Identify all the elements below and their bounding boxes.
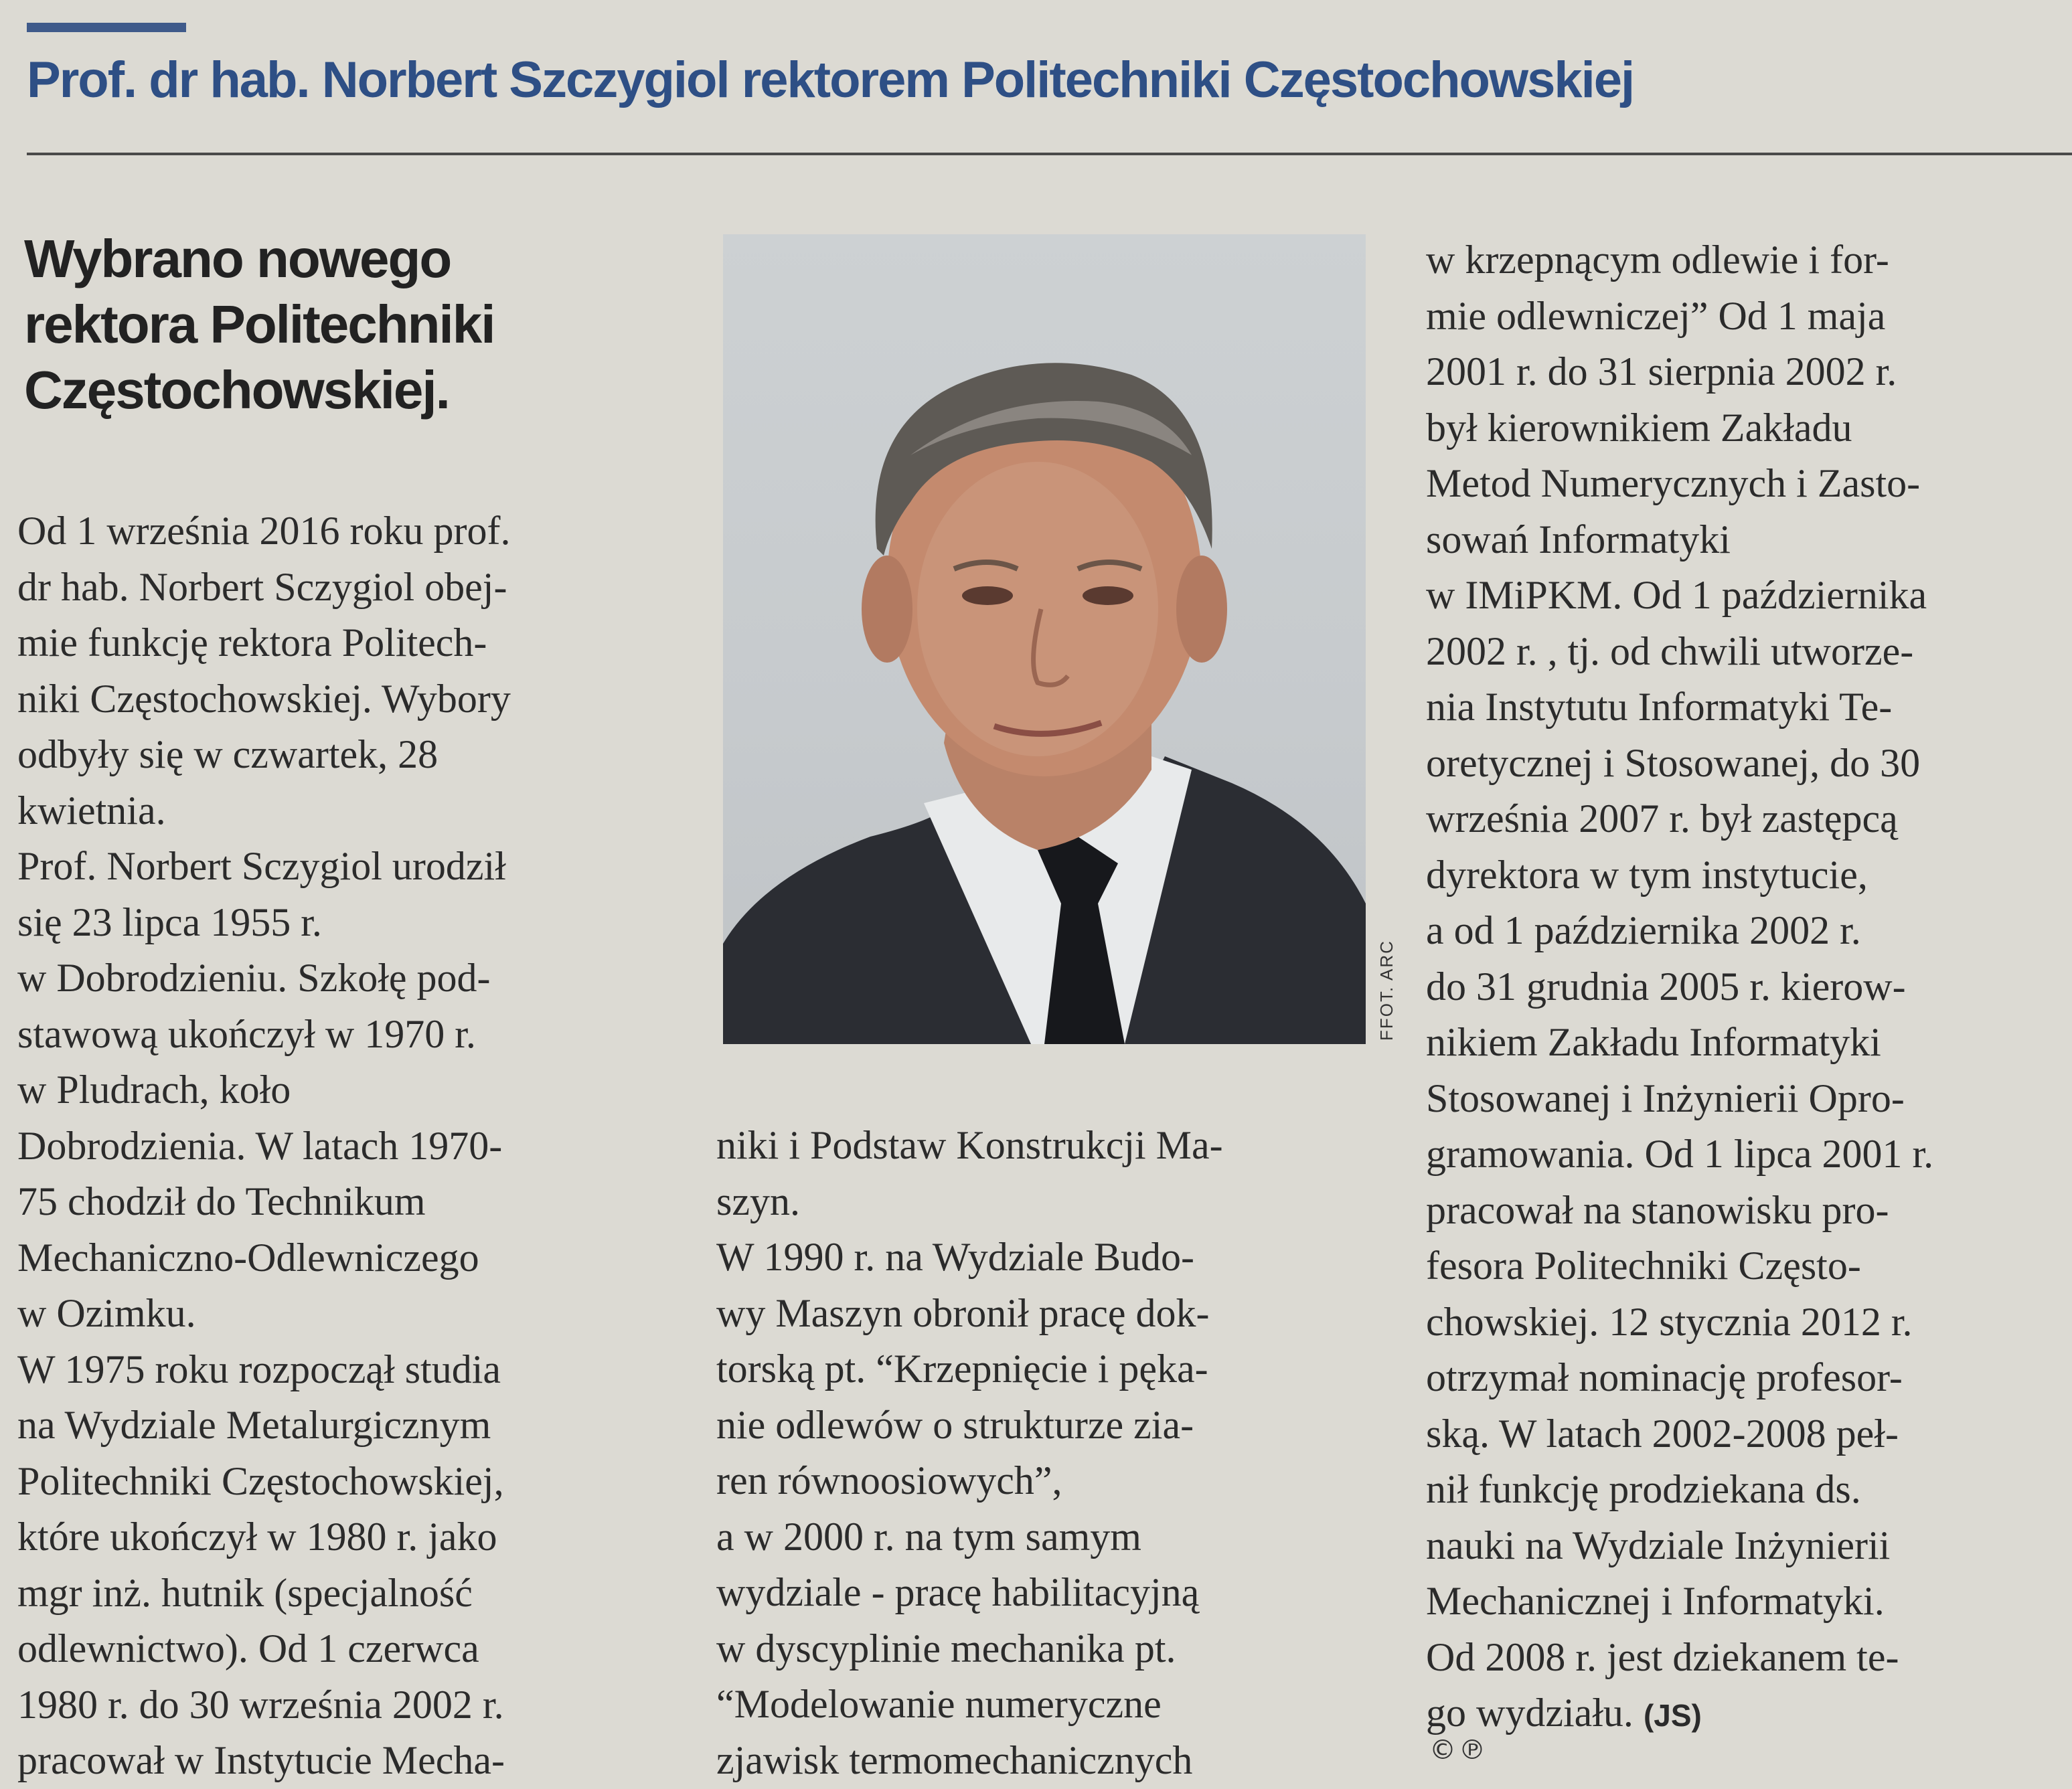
kicker-title: Prof. dr hab. Norbert Szczygiol rektorem Politechniki Częstochowskiej bbox=[27, 52, 1634, 108]
text-line: września 2007 r. był zastępcą bbox=[1426, 796, 1898, 841]
text-line: ską. W latach 2002-2008 peł- bbox=[1426, 1411, 1899, 1456]
text-line: do 31 grudnia 2005 r. kierow- bbox=[1426, 964, 1906, 1009]
text-line: mie funkcję rektora Politech- bbox=[17, 620, 487, 665]
article-column-3 bbox=[1426, 232, 2069, 1741]
text-line: 1980 r. do 30 września 2002 r. bbox=[17, 1682, 504, 1727]
text-line: zjawisk termomechanicznych bbox=[716, 1737, 1193, 1782]
text-line: 2002 r. , tj. od chwili utworze- bbox=[1426, 628, 1914, 673]
text-line: Politechniki Częstochowskiej, bbox=[17, 1458, 504, 1503]
text-line: Mechanicznej i Informatyki. bbox=[1426, 1579, 1885, 1623]
text-line: W 1990 r. na Wydziale Budo- bbox=[716, 1235, 1195, 1279]
text-line: otrzymał nominację profesor- bbox=[1426, 1355, 1903, 1399]
text-line: się 23 lipca 1955 r. bbox=[17, 900, 322, 944]
section-color-bar bbox=[27, 23, 186, 32]
photo-credit: FFOT. ARC bbox=[1376, 940, 1397, 1041]
text-line: nikiem Zakładu Informatyki bbox=[1426, 1020, 1881, 1064]
text-line: torską pt. “Krzepnięcie i pęka- bbox=[716, 1347, 1208, 1391]
text-line: pracował w Instytucie Mecha- bbox=[17, 1738, 505, 1782]
article-column-1 bbox=[17, 503, 694, 1789]
text-line: w dyscyplinie mechanika pt. bbox=[716, 1626, 1176, 1671]
text-line: kwietnia. bbox=[17, 788, 166, 833]
text-line: w IMiPKM. Od 1 października bbox=[1426, 573, 1927, 617]
text-line: chowskiej. 12 stycznia 2012 r. bbox=[1426, 1299, 1913, 1344]
text-line: w Ozimku. bbox=[17, 1291, 196, 1335]
text-line: 75 chodził do Technikum bbox=[17, 1179, 426, 1223]
text-line: odlewnictwo). Od 1 czerwca bbox=[17, 1626, 479, 1671]
text-line: nia Instytutu Informatyki Te- bbox=[1426, 685, 1893, 729]
text-line: a w 2000 r. na tym samym bbox=[716, 1514, 1141, 1559]
text-line: w Dobrodzieniu. Szkołę pod- bbox=[17, 956, 491, 1000]
article-headline bbox=[24, 226, 700, 423]
text-line: dr hab. Norbert Sczygiol obej- bbox=[17, 564, 507, 609]
text-line: które ukończył w 1980 r. jako bbox=[17, 1515, 497, 1559]
text-line: gramowania. Od 1 lipca 2001 r. bbox=[1426, 1132, 1934, 1176]
text-line: Stosowanej i Inżynierii Opro- bbox=[1426, 1076, 1905, 1120]
headline-line: Wybrano nowego bbox=[24, 229, 451, 288]
text-line: Metod Numerycznych i Zasto- bbox=[1426, 461, 1921, 505]
text-line: nie odlewów o strukturze zia- bbox=[716, 1402, 1194, 1447]
text-line: Prof. Norbert Sczygiol urodził bbox=[17, 844, 506, 888]
text-line: go wydziału. (JS) bbox=[1426, 1691, 1702, 1735]
text-line: a od 1 października 2002 r. bbox=[1426, 908, 1861, 952]
text-line: dyrektora w tym instytucie, bbox=[1426, 852, 1868, 897]
article-column-2 bbox=[716, 1118, 1379, 1788]
text-line: Mechaniczno-Odlewniczego bbox=[17, 1235, 479, 1280]
text-line: “Modelowanie numeryczne bbox=[716, 1682, 1162, 1726]
portrait-illustration bbox=[723, 234, 1366, 1044]
text-line: mie odlewniczej” Od 1 maja bbox=[1426, 293, 1886, 338]
text-line: na Wydziale Metalurgicznym bbox=[17, 1403, 491, 1447]
text-line: odbyły się w czwartek, 28 bbox=[17, 732, 439, 776]
text-line: szyn. bbox=[716, 1179, 800, 1223]
author-signature: (JS) bbox=[1643, 1698, 1702, 1733]
text-line: wy Maszyn obronił pracę dok- bbox=[716, 1290, 1210, 1335]
text-line: pracował na stanowisku pro- bbox=[1426, 1187, 1889, 1232]
text-line: Dobrodzienia. W latach 1970- bbox=[17, 1123, 503, 1168]
text-line: w krzepnącym odlewie i for- bbox=[1426, 238, 1889, 282]
text-line: 2001 r. do 31 sierpnia 2002 r. bbox=[1426, 349, 1897, 394]
text-line: był kierownikiem Zakładu bbox=[1426, 405, 1852, 450]
text-line: wydziale - pracę habilitacyjną bbox=[716, 1570, 1200, 1614]
text-line: niki i Podstaw Konstrukcji Ma- bbox=[716, 1123, 1223, 1167]
headline-line: Częstochowskiej. bbox=[24, 360, 449, 420]
text-line: mgr inż. hutnik (specjalność bbox=[17, 1570, 473, 1615]
text-line: W 1975 roku rozpoczął studia bbox=[17, 1347, 501, 1391]
portrait-photo bbox=[723, 234, 1366, 1044]
text-line: Od 1 września 2016 roku prof. bbox=[17, 509, 511, 553]
text-line: nił funkcję prodziekana ds. bbox=[1426, 1467, 1861, 1511]
text-line: stawową ukończył w 1970 r. bbox=[17, 1011, 476, 1056]
text-line: oretycznej i Stosowanej, do 30 bbox=[1426, 740, 1921, 785]
text-line: w Pludrach, koło bbox=[17, 1068, 291, 1112]
text-line: fesora Politechniki Często- bbox=[1426, 1244, 1861, 1288]
section-rule bbox=[27, 153, 2072, 155]
text-line: sowań Informatyki bbox=[1426, 517, 1731, 562]
text-line: ren równoosiowych”, bbox=[716, 1458, 1062, 1503]
text-line: niki Częstochowskiej. Wybory bbox=[17, 676, 511, 721]
text-line: nauki na Wydziale Inżynierii bbox=[1426, 1523, 1891, 1567]
copyright-symbols: ©℗ bbox=[1429, 1735, 1488, 1766]
headline-line: rektora Politechniki bbox=[24, 294, 495, 354]
text-line: Od 2008 r. jest dziekanem te- bbox=[1426, 1634, 1899, 1679]
